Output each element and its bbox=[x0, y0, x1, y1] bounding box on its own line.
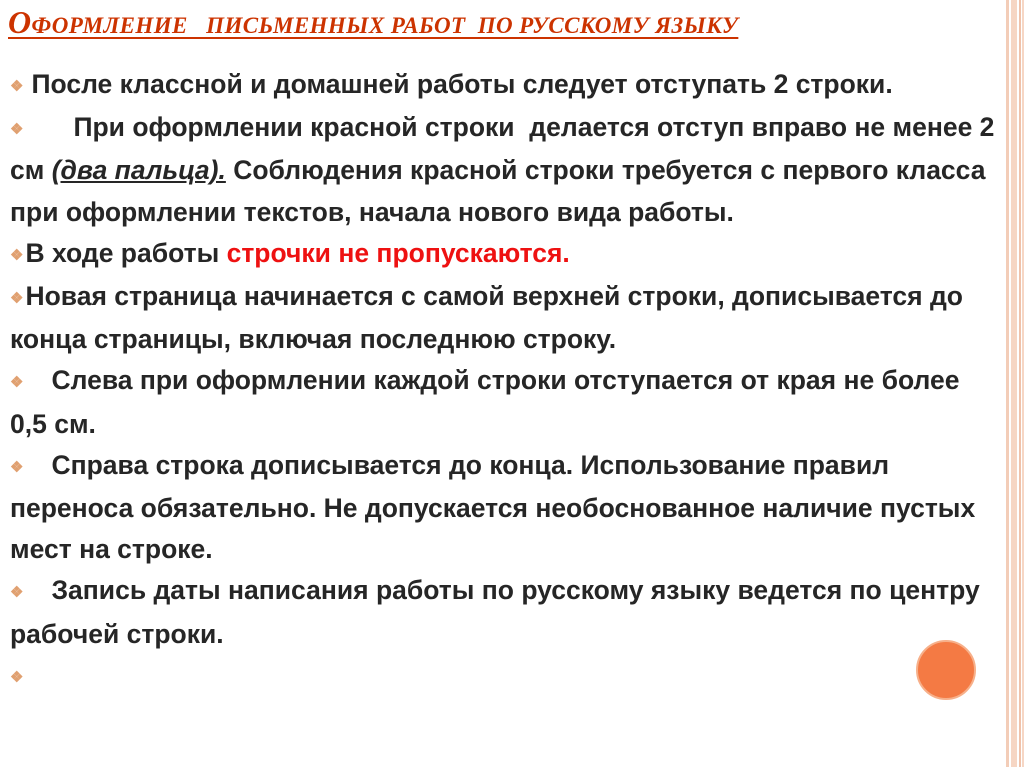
title-first-letter: О bbox=[8, 4, 32, 40]
paragraph-text: Справа строка дописывается до конца. Использование правил переноса обязательно. Не допускается необоснованное наличие пустых мест на строке. bbox=[10, 449, 976, 565]
paragraph-1 bbox=[10, 64, 995, 107]
paragraph-5 bbox=[10, 360, 995, 444]
diamond-bullet-icon: ❖ bbox=[10, 668, 24, 686]
paragraph-text: В ходе работы bbox=[25, 237, 227, 268]
paragraph-4 bbox=[10, 276, 995, 360]
diamond-bullet-icon: ❖ bbox=[10, 458, 24, 476]
decor-stripe bbox=[1006, 0, 1009, 767]
diamond-bullet-icon: ❖ bbox=[10, 121, 24, 139]
emphasized-text: (два пальца). bbox=[51, 155, 226, 186]
diamond-bullet-icon: ❖ bbox=[10, 584, 24, 602]
slide-title bbox=[8, 4, 738, 41]
diamond-bullet-icon: ❖ bbox=[10, 374, 24, 392]
decor-stripe bbox=[1019, 0, 1021, 767]
paragraph-6 bbox=[10, 445, 995, 571]
diamond-bullet-icon: ❖ bbox=[10, 78, 24, 95]
title-rest: ФОРМЛЕНИЕ ПИСЬМЕННЫХ РАБОТ ПО РУССКОМУ ЯЗЫКУ bbox=[31, 13, 739, 38]
diamond-bullet-icon: ❖ bbox=[10, 290, 24, 308]
diamond-bullet-icon: ❖ bbox=[10, 246, 24, 264]
highlighted-text: строчки не пропускаются. bbox=[226, 237, 570, 268]
paragraph-3 bbox=[10, 233, 995, 276]
paragraph-2 bbox=[10, 107, 1002, 233]
slide-body bbox=[10, 64, 1002, 698]
paragraph-text: Новая страница начинается с самой верхней строки, дописывается до конца страницы, включая последнюю строку. bbox=[10, 281, 963, 355]
paragraph-text: Запись даты написания работы по русскому языку ведется по центру рабочей строки. bbox=[10, 575, 980, 649]
paragraph-text: Слева при оформлении каждой строки отступается от края не более 0,5 см. bbox=[10, 365, 960, 439]
decor-stripe bbox=[1011, 0, 1017, 767]
paragraph-text: При оформлении красной строки делается отступ вправо не менее 2 см bbox=[10, 112, 1002, 186]
paragraph-8-empty bbox=[10, 655, 995, 698]
decor-circle bbox=[916, 640, 976, 700]
paragraph-text: Соблюдения красной строки требуется с первого класса при оформлении текстов, начала нового вида работы. bbox=[10, 155, 986, 227]
paragraph-text: После классной и домашней работы следует отступать 2 строки. bbox=[31, 69, 893, 99]
paragraph-7 bbox=[10, 570, 995, 654]
